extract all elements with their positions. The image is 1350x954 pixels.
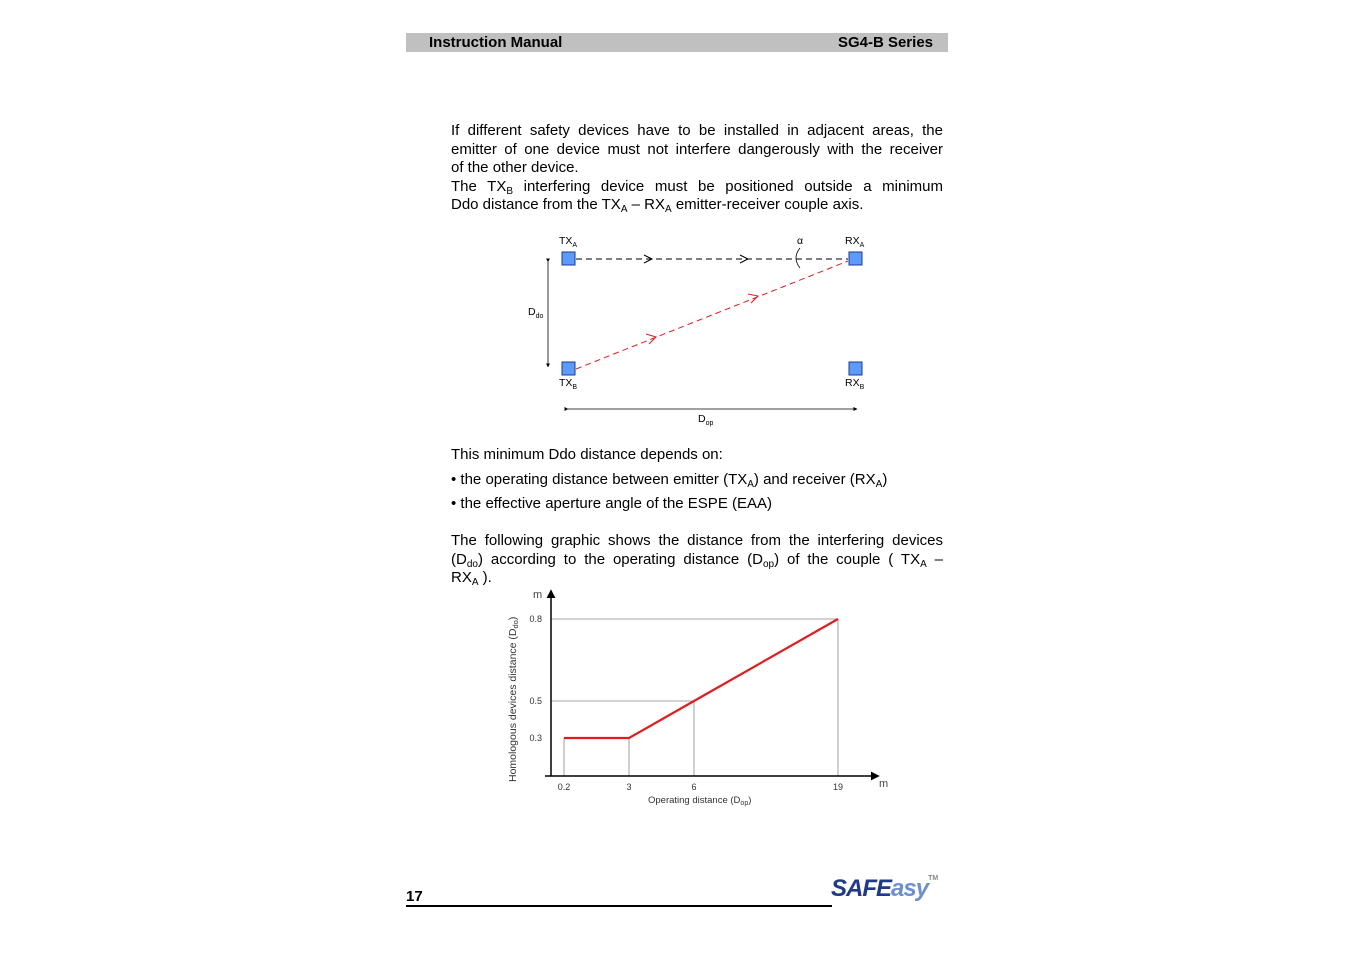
graphic-line-3: $RX_A$ ). <box>451 569 492 588</box>
intro-line-4: The $TX_B$ interfering device must be positioned outside a minimum <box>451 177 943 197</box>
rxa-box <box>849 252 862 265</box>
label-rxb: $RX_B$ <box>845 377 865 391</box>
rxb-box <box>849 362 862 375</box>
txa-box <box>562 252 575 265</box>
header-series: SG4-B Series <box>837 34 933 51</box>
page-number: 17 <box>406 888 423 905</box>
label-dop: $D_{op}$ <box>698 413 714 427</box>
label-txa: $TX_A$ <box>559 235 578 249</box>
x-tick-labels <box>558 782 843 792</box>
bullet-1: • the operating distance between emitter $(TX_A)$ and receiver $(RX_A)$ <box>451 471 888 490</box>
txb-box <box>562 362 575 375</box>
footer-rule <box>406 905 832 907</box>
x-tick-label: 0.2 <box>557 782 571 792</box>
y-tick-label: 0.8 <box>529 614 542 624</box>
graphic-line-2: $(D_{do})$ according to the operating distance $(D_{op})$ of the couple ( $TX_A$ – <box>451 550 943 570</box>
graphic-line-1: The following graphic shows the distance from the interfering devices <box>451 532 943 549</box>
dependency-intro: This minimum Ddo distance depends on: <box>451 446 723 463</box>
x-tick-label: 6 <box>691 782 697 792</box>
header-title: Instruction Manual <box>429 34 563 51</box>
x-tick-label: 19 <box>832 782 844 792</box>
x-tick-label: 3 <box>626 782 632 792</box>
y-tick-label: 0.3 <box>529 733 542 743</box>
label-ddo: $D_{do}$ <box>528 306 544 320</box>
x-unit-label: m <box>879 778 889 790</box>
intro-line-1: If different safety devices have to be installed in adjacent areas, the <box>451 122 943 139</box>
label-rxa: $RX_A$ <box>845 235 865 249</box>
graphic-paragraph <box>451 532 943 588</box>
y-unit-label: m <box>533 589 543 601</box>
beam-interference-line <box>576 261 848 369</box>
intro-line-2: emitter of one device must not interfere dangerously with the receiver <box>451 140 943 158</box>
y-tick-labels <box>529 614 542 743</box>
intro-line-3: of the other device. <box>451 159 579 176</box>
dependency-paragraph <box>451 446 943 465</box>
y-axis-title: Homologous devices distance (Ddo) <box>507 616 520 782</box>
distance-chart <box>500 585 900 815</box>
x-axis-title: Operating distance $(D_{op})$ <box>648 795 752 807</box>
alpha-arc <box>796 248 800 268</box>
series-line <box>564 619 838 738</box>
intro-line-5: Ddo distance from the $TX_A - RX_A$ emitter-receiver couple axis. <box>451 196 864 215</box>
bullet-2: • the effective aperture angle of the ESPE (EAA) <box>451 495 772 512</box>
label-txb: $TX_B$ <box>559 377 578 391</box>
y-tick-label: 0.5 <box>529 696 542 706</box>
label-alpha: α <box>797 235 804 247</box>
safeasy-logo: SAFEasy™ <box>831 875 939 902</box>
